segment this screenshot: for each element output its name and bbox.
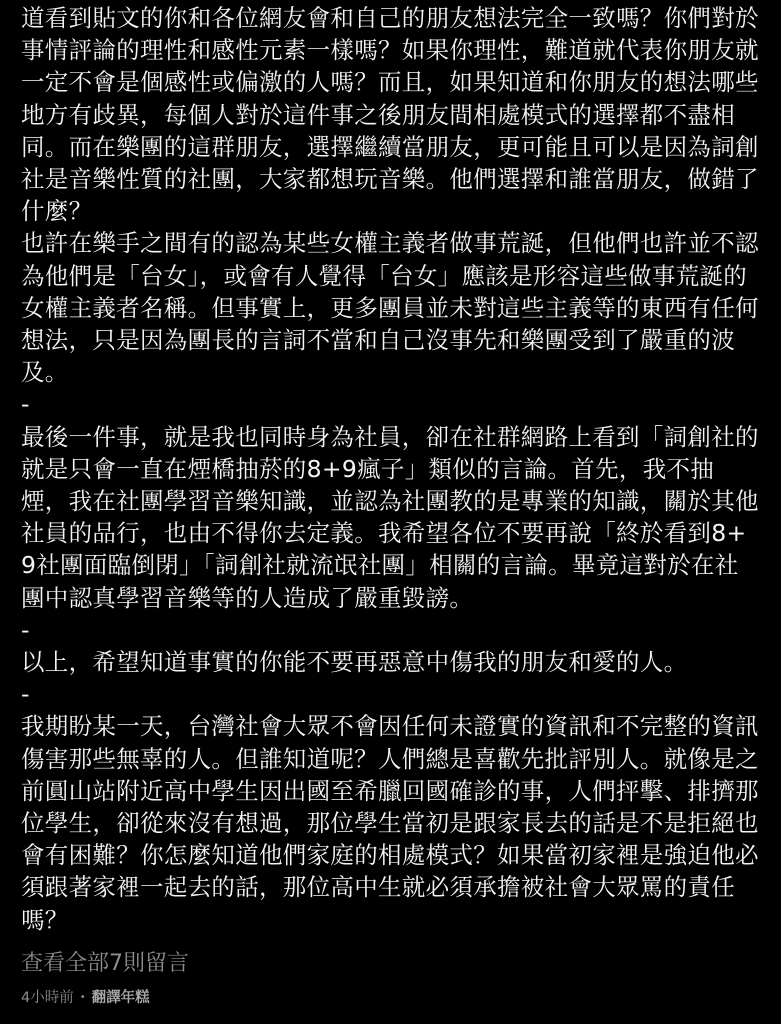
caption-separator-1: - bbox=[21, 390, 30, 419]
caption-separator-2: - bbox=[21, 615, 30, 644]
caption-separator-3: - bbox=[21, 680, 30, 709]
caption-paragraph-2: 也許在樂手之間有的認為某些女權主義者做事荒誕，但他們也許並不認為他們是「台女」，或會有人覺得「台女」應該是形容這些做事荒誕的女權主義者名稱。但事實上，更多團員並未對這些主義等的東西有任何想法，只是因為團長的言詞不當和自己沒事先和樂團受到了嚴重的波及。 bbox=[21, 229, 759, 387]
see-translation-link[interactable]: 翻譯年糕 bbox=[91, 989, 150, 1006]
caption-paragraph-3: 最後一件事，就是我也同時身為社員，卻在社群網路上看到「詞創社的就是只會一直在煙橋抽菸的8+9瘋子」類似的言論。首先，我不抽煙，我在社團學習音樂知識，並認為社團教的是專業的知識，關於其他社員的品行，也由不得你去定義。我希望各位不要再說「終於看到8+9社團面臨倒閉」「詞創社就流氓社團」相關的言論。畢竟這對於在社團中認真學習音樂等的人造成了嚴重毀謗。 bbox=[21, 422, 759, 612]
post-caption bbox=[21, 0, 761, 936]
post-meta-row bbox=[21, 988, 761, 1008]
caption-paragraph-1: 道看到貼文的你和各位網友會和自己的朋友想法完全一致嗎？你們對於事情評論的理性和感性元素一樣嗎？如果你理性，難道就代表你朋友就一定不會是個感性或偏激的人嗎？而且，如果知道和你朋友的想法哪些地方有歧異，每個人對於這件事之後朋友間相處模式的選擇都不盡相同。而在樂團的這群朋友，選擇繼續當朋友，更可能且可以是因為詞創社是音樂性質的社團，大家都想玩音樂。他們選擇和誰當朋友，做錯了什麼？ bbox=[21, 4, 759, 226]
post-timestamp: 4小時前 bbox=[21, 989, 74, 1006]
caption-paragraph-5: 我期盼某一天，台灣社會大眾不會因任何未證實的資訊和不完整的資訊傷害那些無辜的人。但誰知道呢？人們總是喜歡先批評別人。就像是之前圓山站附近高中學生因出國至希臘回國確診的事，人們抨擊、排擠那位學生，卻從來沒有想過，那位學生當初是跟家長去的話是不是拒絕也會有困難？你怎麼知道他們家庭的相處模式？如果當初家裡是強迫他必須跟著家裡一起去的話，那位高中生就必須承擔被社會大眾罵的責任嗎？ bbox=[21, 712, 759, 934]
view-all-comments-link[interactable]: 查看全部7則留言 bbox=[21, 950, 189, 976]
meta-separator-dot: • bbox=[79, 991, 86, 1003]
caption-paragraph-4: 以上，希望知道事實的你能不要再惡意中傷我的朋友和愛的人。 bbox=[21, 648, 688, 677]
